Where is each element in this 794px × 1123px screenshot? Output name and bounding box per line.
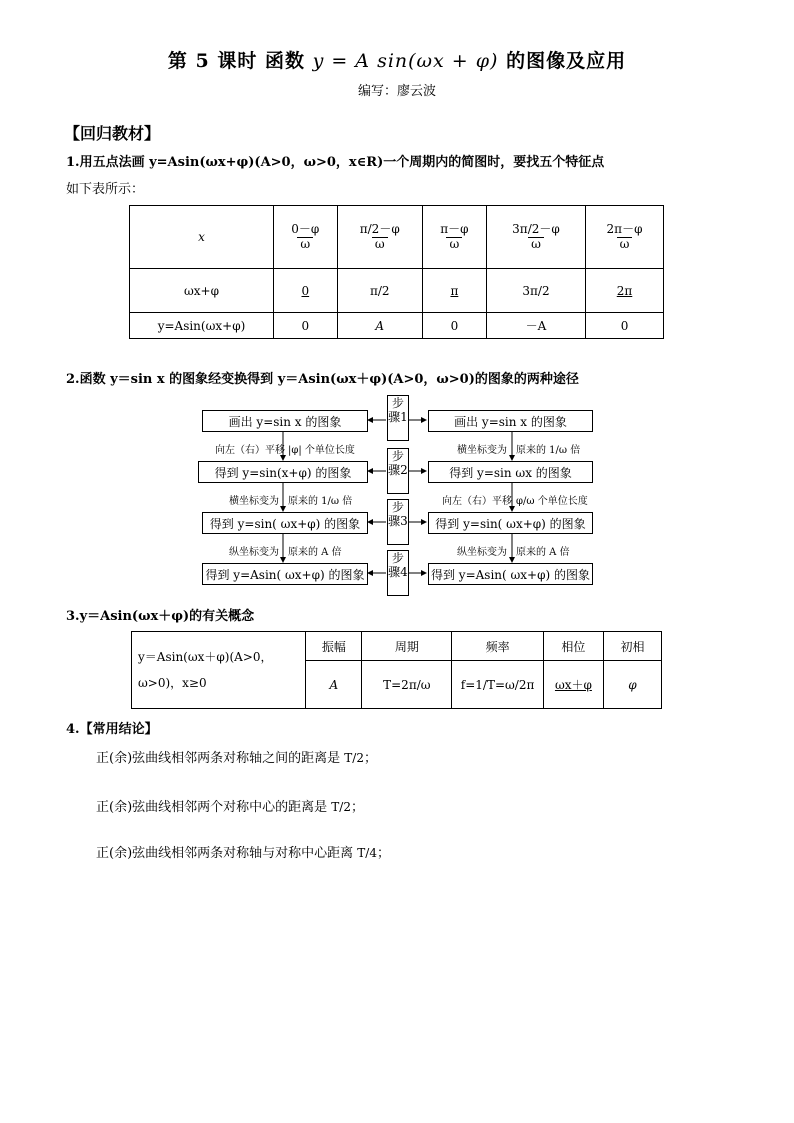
conclusion-1 [96,747,377,766]
conclusion-1-text: 正(余)弦曲线相邻两条对称轴之间的距离是 [96,751,341,766]
y-cell-5: 0 [586,313,664,339]
right-label-1a: 横坐标变为 [457,445,507,456]
phase-cell-3: π [422,269,486,313]
left-box-4: 得到 y=Asin( ωx+φ) 的图象 [202,563,368,585]
point-3 [66,605,254,624]
phase-cell-4: 3π/2 [486,269,585,313]
left-label-3a: 纵坐标变为 [229,547,279,558]
title-prefix: 第 5 课时 函数 [167,50,305,72]
y-cell-3: 0 [422,313,486,339]
header-period: 周期 [362,632,452,661]
concept-left-cell [132,632,306,709]
x-cell-3-den: ω [446,237,462,252]
right-label-2a: 向左（右）平移 [442,496,512,507]
conclusion-3-fraction: T/4 [357,845,377,860]
point-1-text: 用五点法画 y=Asin(ωx+φ)(A>0，ω>0，x∈R)一个周期内的简图时，要找五个特征点 [79,155,605,170]
left-box-2: 得到 y=sin(x+φ) 的图象 [198,461,368,483]
header-phase: 相位 [543,632,603,661]
conclusion-1-end: ； [363,751,377,766]
right-box-4: 得到 y=Asin( ωx+φ) 的图象 [428,563,593,585]
right-label-1b: 原来的 1/ω 倍 [516,445,581,456]
row-label-phase: ωx+φ [130,269,274,313]
left-label-1a: 向左（右）平移 [215,445,285,456]
y-cell-4: －A [486,313,585,339]
value-frequency: f=1/T=ω/2π [452,661,544,709]
step-4-label: 步骤4 [387,550,409,596]
conclusion-2-end: ； [350,800,364,815]
right-label-3a: 纵坐标变为 [457,547,507,558]
author-line: 编写：廖云波 [357,84,436,99]
step-2-label: 步骤2 [387,448,409,494]
conclusion-1-fraction: T/2 [344,750,364,765]
left-box-3: 得到 y=sin( ωx+φ) 的图象 [202,512,368,534]
step-1-label: 步骤1 [387,395,409,441]
point-1-number: 1. [66,155,80,170]
right-box-1: 画出 y=sin x 的图象 [428,410,593,432]
concept-left-line2: ω>0)，x≥0 [138,676,207,690]
header-amplitude: 振幅 [306,632,362,661]
x-cell-1-den: ω [297,237,313,252]
phase-cell-5: 2π [586,269,664,313]
point-3-number: 3. [66,609,80,624]
left-label-1b: |φ| 个单位长度 [288,445,355,456]
point-4-title: 4.【常用结论】 [66,722,158,737]
x-cell-3-num: π－φ [440,221,469,236]
conclusion-2-text: 正(余)弦曲线相邻两个对称中心的距离是 [96,800,328,815]
row-label-y: y=Asin(ωx+φ) [130,313,274,339]
conclusion-3-end: ； [376,846,390,861]
x-cell-2-den: ω [372,237,388,252]
y-cell-1: 0 [274,313,338,339]
x-cell-1-num: 0－φ [291,221,320,236]
y-cell-2: A [337,313,422,339]
value-period: T=2π/ω [362,661,452,709]
conclusion-3-text: 正(余)弦曲线相邻两条对称轴与对称中心距离 [96,846,354,861]
left-label-2a: 横坐标变为 [229,496,279,507]
value-amplitude: A [306,661,362,709]
title-suffix: 的图像及应用 [506,50,627,72]
x-cell-5-num: 2π－φ [606,221,643,236]
section-heading: 【回归教材】 [64,124,161,143]
step-3-label: 步骤3 [387,499,409,545]
conclusion-3 [96,842,390,861]
value-initial-phase: φ [603,661,661,709]
concept-table [131,631,662,709]
point-2-text: 函数 y＝sin x 的图象经变换得到 y＝Asin(ωx＋φ)(A>0，ω>0)的图象的两种途径 [79,372,579,387]
left-box-1: 画出 y=sin x 的图象 [202,410,368,432]
x-cell-4-den: ω [528,237,544,252]
row-label-x-text: x [198,230,205,244]
right-box-2: 得到 y=sin ωx 的图象 [428,461,593,483]
x-cell-2-num: π/2－φ [359,221,400,236]
right-label-2b: φ/ω 个单位长度 [516,496,588,507]
left-label-3b: 原来的 A 倍 [288,547,342,558]
x-cell-4-num: 3π/2－φ [512,221,560,236]
header-initial-phase: 初相 [603,632,661,661]
point-1-line2: 如下表所示： [66,182,145,197]
title-formula: y = A sin(ωx + φ) [312,50,499,72]
concept-left-line1: y＝Asin(ωx＋φ)(A>0， [138,650,273,664]
right-box-3: 得到 y=sin( ωx+φ) 的图象 [428,512,593,534]
point-3-text: y＝Asin(ωx＋φ)的有关概念 [79,609,255,624]
conclusion-2 [96,796,364,815]
value-phase: ωx＋φ [543,661,603,709]
right-label-3b: 原来的 A 倍 [516,547,570,558]
phase-cell-2: π/2 [337,269,422,313]
phase-cell-1: 0 [274,269,338,313]
point-2-number: 2. [66,372,80,387]
header-frequency: 频率 [452,632,544,661]
left-label-2b: 原来的 1/ω 倍 [288,496,353,507]
conclusion-2-fraction: T/2 [331,799,351,814]
concept-header-row [132,632,662,661]
x-cell-5-den: ω [617,237,633,252]
